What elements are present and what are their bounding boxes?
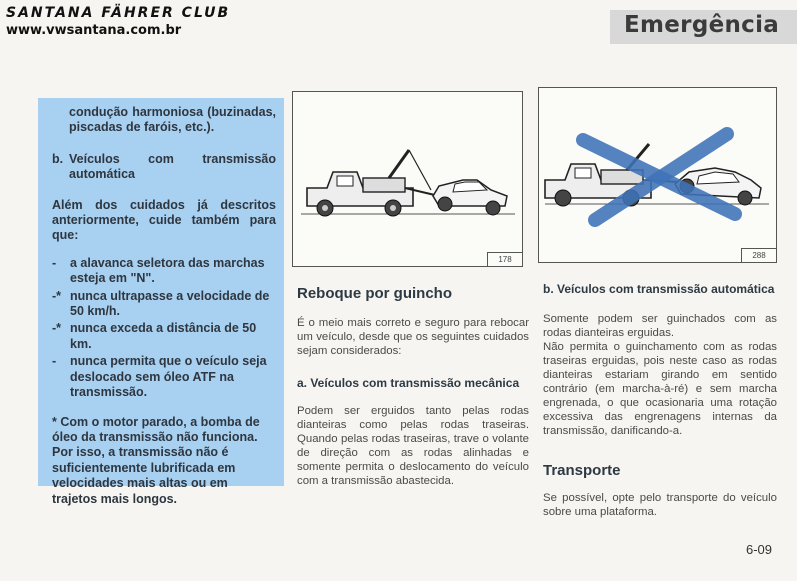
reboque-title: Reboque por guincho: [297, 285, 452, 302]
transporte-text: Se possível, opte pelo transporte do veículo sobre uma plataforma.: [543, 492, 777, 518]
sidebar-note: * Com o motor parado, a bomba de óleo da transmissão não funciona. Por isso, a transmissão não é suficientemente lubrificada em velocidades mais altas ou em trajetos mais longos.: [52, 414, 260, 506]
sidebar-paragraph: Além dos cuidados já descritos anteriormente, cuide também para que:: [52, 197, 276, 243]
transporte-title: Transporte: [543, 462, 621, 479]
figure-tow-truck: [292, 91, 523, 267]
automatica-text-1: Somente podem ser guinchados com as rodas dianteiras erguidas.: [543, 313, 777, 339]
automatica-text-2: Não permita o guinchamento com as rodas traseiras erguidas, pois neste caso as rodas dianteiras estariam girando em sentido contrário (em marcha-à-ré) e sem marcha engrenada, o que ocasionaria uma rotação excessiva das engrenagens internas da transmissão, danificando-a.: [543, 341, 777, 437]
section-title: Emergência: [624, 12, 780, 38]
sidebar-list: [52, 256, 276, 401]
watermark: [6, 4, 230, 40]
list-text: nunca ultrapasse a velocidade de 50 km/h.: [70, 288, 270, 319]
list-item: [52, 354, 276, 400]
list-marker: -*: [52, 288, 62, 303]
list-item: [52, 256, 276, 287]
list-text: nunca exceda a distância de 50 km.: [70, 321, 257, 351]
list-text: nunca permita que o veículo seja deslocado sem óleo ATF na transmissão.: [70, 354, 267, 400]
reboque-sub-a-text: Podem ser erguidos tanto pelas rodas dianteiras como pelas rodas traseiras. Quando pelas rodas traseiras, trave o volante de direção com as rodas alinhadas e somente permita o deslocamento do veículo com a transmissão abastecida.: [297, 405, 529, 487]
figure-number: 178: [487, 252, 522, 266]
reboque-intro: É o meio mais correto e seguro para rebocar um veículo, desde que os seguintes cuidados sejam considerados:: [297, 317, 529, 357]
sidebar-intro: condução harmoniosa (buzinadas, piscadas de faróis, etc.).: [69, 105, 276, 135]
section-reboque: [297, 285, 529, 488]
watermark-club: SANTANA FÄHRER CLUB: [6, 5, 231, 21]
list-text: a alavanca seletora das marchas esteja em "N".: [70, 255, 265, 286]
list-marker: -: [52, 354, 57, 369]
list-item: [52, 321, 276, 352]
sidebar-box-content: [52, 105, 276, 507]
sidebar-heading-text: Veículos com transmissão automática: [69, 151, 276, 182]
automatica-title: b. Veículos com transmissão automática: [543, 282, 775, 296]
sidebar-heading: [52, 152, 276, 183]
section-automatica: [543, 282, 777, 519]
tow-truck-illustration: [293, 92, 522, 266]
figure-tow-crossed: [538, 87, 777, 263]
figure-number: 288: [741, 248, 776, 262]
list-item: [52, 289, 276, 320]
crossed-tow-illustration: [539, 88, 776, 262]
sidebar-heading-label: b.: [52, 151, 64, 166]
reboque-sub-a-title: a. Veículos com transmissão mecânica: [297, 376, 520, 390]
list-marker: -*: [52, 321, 62, 336]
watermark-url: www.vwsantana.com.br: [6, 23, 182, 38]
list-marker: -: [52, 255, 57, 270]
page-number: 6-09: [746, 542, 773, 557]
